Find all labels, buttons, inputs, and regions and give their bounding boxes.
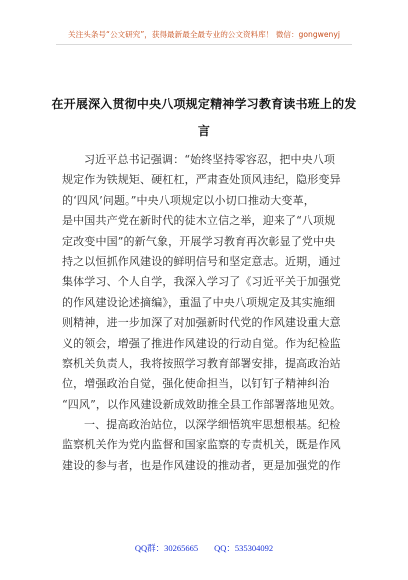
body-line: 义的领会，增强了推进作风建设的行动自觉。作为纪检监 (62, 336, 341, 350)
footer-qq-number: QQ：535304092 (214, 543, 274, 553)
body-line: “四风”，以作风建设新成效助推全县工作部署落地见效。 (62, 397, 342, 411)
header-promo-note: 关注头条号“公文研究”，获得最新最全最专业的公文资料库！ 微信：gongwenyj (68, 30, 340, 39)
footer-contact (0, 542, 408, 554)
body-line: 则精神，进一步加深了对加强新时代党的作风建设重大意 (62, 316, 341, 330)
document-title-line-2: 言 (197, 124, 211, 138)
body-line: 持之以恒抓作风建设的鲜明信号和坚定意志。近期，通过 (62, 254, 341, 268)
body-line: 定改变中国”的新气象，开展学习教育再次彰显了党中央 (62, 234, 336, 248)
body-line: 规定作为铁规矩、硬杠杠，严肃查处顶风违纪，隐形变异 (62, 173, 341, 187)
body-line: 一、提高政治站位，以深学细悟筑牢思想根基。纪检 (84, 418, 341, 432)
document-body (62, 150, 352, 476)
body-line: 是中国共产党在新时代的徒木立信之举，迎来了“八项规 (62, 214, 336, 228)
footer-qq-group: QQ群：30265665 (134, 543, 199, 553)
document-title-line-1: 在开展深入贯彻中央八项规定精神学习教育读书班上的发 (51, 97, 357, 111)
header-divider (56, 44, 352, 45)
body-line: 位，增强政治自觉，强化使命担当，以钉钉子精神纠治 (62, 377, 330, 391)
body-line: 集体学习、个人自学，我深入学习了《习近平关于加强党 (62, 275, 341, 289)
body-line: 习近平总书记强调：“始终坚持零容忍，把中央八项 (84, 153, 336, 166)
body-line: 察机关负责人，我将按照学习教育部署安排，提高政治站 (62, 356, 341, 370)
body-line: 监察机关作为党内监督和国家监察的专责机关，既是作风 (62, 438, 341, 452)
body-line: 的‘四风’问题。”中央八项规定以小切口推动大变革， (62, 193, 315, 207)
body-line: 的作风建设论述摘编》，重温了中央八项规定及其实施细 (62, 295, 336, 309)
body-line: 建设的参与者，也是作风建设的推动者，更是加强党的作 (62, 458, 341, 472)
